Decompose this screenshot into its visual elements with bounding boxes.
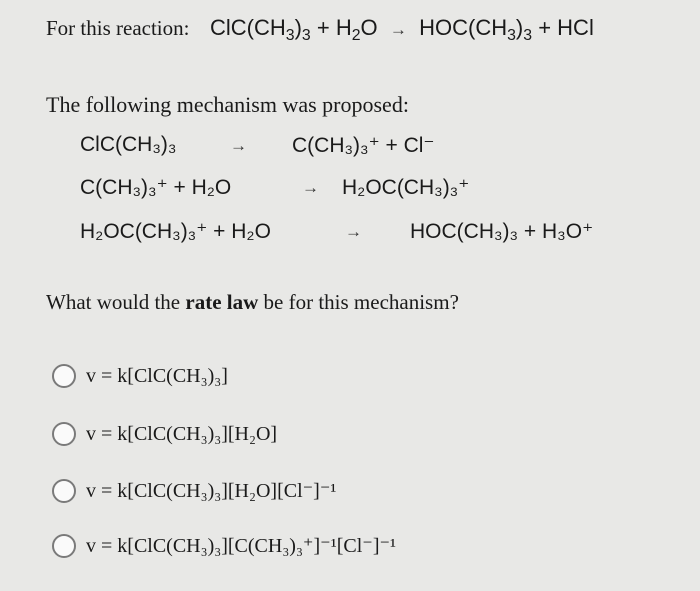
step1-left: ClC(CH₃)₃: [80, 133, 177, 156]
step3-arrow: →: [345, 222, 362, 241]
radio-button[interactable]: [52, 422, 76, 446]
step1-right: C(CH₃)₃⁺ + Cl⁻: [292, 134, 435, 157]
overall-reaction: $ClC(CH_3)_3 + H_2O \to HOC(CH_3)_3$ + HCl: [209, 15, 594, 45]
answer-option-label: v = k[ClC(CH₃)₃][H₂O][Cl⁻]⁻¹: [86, 480, 337, 502]
reaction-arrow: →: [389, 20, 407, 39]
answer-option-1[interactable]: [52, 364, 228, 388]
step2-arrow: →: [302, 178, 319, 197]
reaction-line: [46, 15, 594, 45]
answer-option-label: v = k[ClC(CH₃)₃][C(CH₃)₃⁺]⁻¹[Cl⁻]⁻¹: [86, 535, 397, 557]
question-emphasis: rate law: [185, 290, 259, 314]
radio-button[interactable]: [52, 364, 76, 388]
step3-left: H₂OC(CH₃)₃⁺ + H₂O: [80, 220, 271, 243]
question-text: What would the rate law be for this mechanism?: [46, 290, 459, 314]
step2-right: H₂OC(CH₃)₃⁺: [342, 176, 470, 199]
answer-option-2[interactable]: [52, 422, 277, 446]
step3-right: HOC(CH₃)₃ + H₃O⁺: [410, 220, 594, 243]
radio-button[interactable]: [52, 534, 76, 558]
radio-button[interactable]: [52, 479, 76, 503]
step2-left: C(CH₃)₃⁺ + H₂O: [80, 176, 232, 199]
answer-option-4[interactable]: [52, 533, 396, 558]
mechanism-heading: The following mechanism was proposed:: [46, 92, 409, 117]
answer-option-label: v = k[ClC(CH₃)₃][H₂O]: [86, 422, 278, 445]
step1-arrow: →: [230, 136, 247, 155]
answer-option-label: v = k[ClC(CH₃)₃]: [86, 364, 228, 387]
reaction-label: For this reaction:: [46, 16, 190, 40]
answer-option-3[interactable]: [52, 478, 336, 503]
